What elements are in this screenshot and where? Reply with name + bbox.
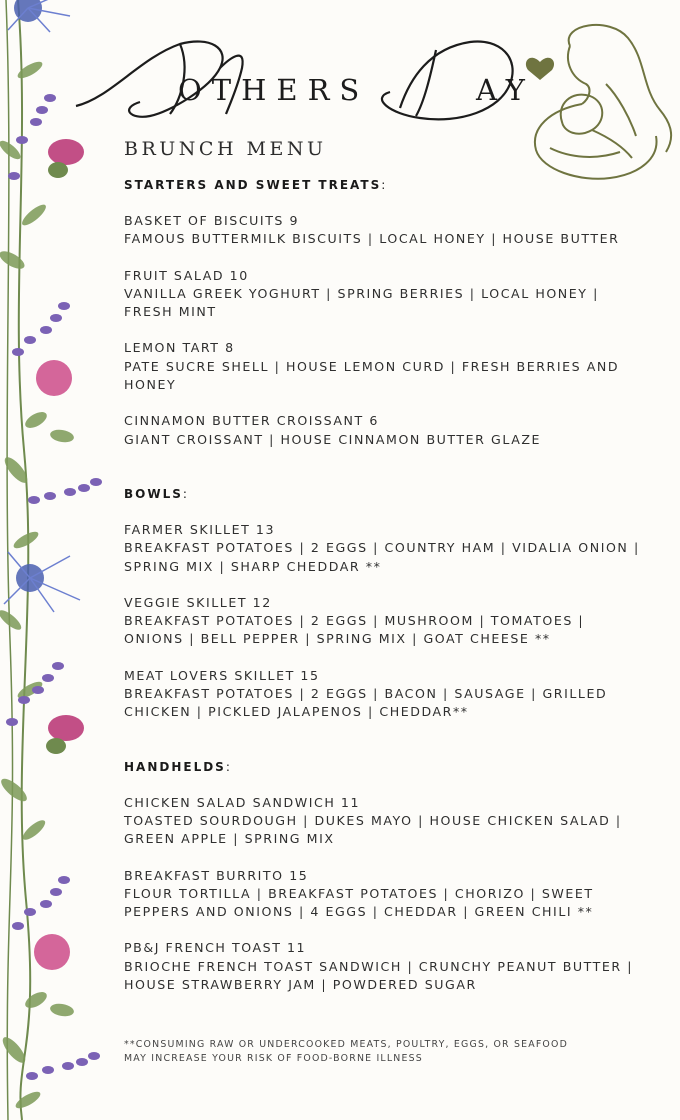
menu-item (124, 867, 644, 922)
menu-item (124, 267, 644, 322)
menu-section-starters (124, 176, 644, 449)
mother-and-baby-illustration (520, 18, 680, 188)
page-subtitle: BRUNCH MENU (124, 138, 327, 160)
item-name: LEMON TART 8 (124, 340, 235, 356)
item-name: CHICKEN SALAD SANDWICH 11 (124, 794, 361, 810)
item-description: GIANT CROISSANT | HOUSE CINNAMON BUTTER GLAZE (124, 431, 542, 447)
item-description: VANILLA GREEK YOGHURT | SPRING BERRIES | LOCAL HONEY | FRESH MINT (124, 285, 599, 320)
item-name: FARMER SKILLET 13 (124, 521, 276, 537)
item-description: BREAKFAST POTATOES | 2 EGGS | MUSHROOM | TOMATOES | ONIONS | BELL PEPPER | SPRING MIX | GOAT CHEESE ** (124, 613, 585, 647)
section-title (124, 758, 644, 776)
item-name: PB&J FRENCH TOAST 11 (124, 940, 307, 956)
item-description: FAMOUS BUTTERMILK BISCUITS | LOCAL HONEY | HOUSE BUTTER (124, 231, 620, 247)
section-title-colon: : (381, 178, 388, 192)
item-name: MEAT LOVERS SKILLET 15 (124, 667, 320, 683)
menu-section-bowls (124, 485, 644, 722)
menu-item (124, 339, 644, 394)
menu-section-handhelds (124, 758, 644, 995)
item-name: BREAKFAST BURRITO 15 (124, 867, 309, 883)
item-name: BASKET OF BISCUITS 9 (124, 213, 300, 228)
section-title-text: BOWLS (124, 486, 183, 501)
section-title-colon: : (182, 486, 189, 501)
item-description: BRIOCHE FRENCH TOAST SANDWICH | CRUNCHY PEANUT BUTTER | HOUSE STRAWBERRY JAM | POWDERED SUGAR (124, 958, 634, 993)
menu-item (124, 667, 644, 722)
menu-item (124, 521, 644, 576)
menu-item (124, 212, 644, 249)
section-title (124, 176, 644, 194)
section-title-colon: : (225, 759, 232, 774)
item-name: CINNAMON BUTTER CROISSANT 6 (124, 413, 379, 429)
section-title-text: HANDHELDS (124, 759, 226, 774)
menu-content (124, 176, 644, 1030)
menu-item (124, 594, 644, 649)
food-safety-footnote: **CONSUMING RAW OR UNDERCOOKED MEATS, POULTRY, EGGS, OR SEAFOOD MAY INCREASE YOUR RISK OF FOOD-BORNE ILLNESS (124, 1039, 569, 1064)
section-title (124, 485, 644, 503)
menu-item (124, 794, 644, 849)
item-description: TOASTED SOURDOUGH | DUKES MAYO | HOUSE CHICKEN SALAD | GREEN APPLE | SPRING MIX (124, 812, 622, 847)
item-description: PATE SUCRE SHELL | HOUSE LEMON CURD | FRESH BERRIES AND HONEY (124, 358, 620, 393)
item-name: FRUIT SALAD 10 (124, 267, 249, 283)
menu-item (124, 412, 644, 449)
menu-header (0, 0, 680, 200)
title-mothers: OTHERS (178, 73, 370, 107)
title-day: AY (476, 73, 535, 107)
item-description: FLOUR TORTILLA | BREAKFAST POTATOES | CHORIZO | SWEET PEPPERS AND ONIONS | 4 EGGS | CHEDDAR | GREEN CHILI ** (124, 885, 594, 920)
item-description: BREAKFAST POTATOES | 2 EGGS | BACON | SAUSAGE | GRILLED CHICKEN | PICKLED JALAPENOS | CHEDDAR** (124, 686, 608, 720)
item-name: VEGGIE SKILLET 12 (124, 594, 272, 610)
section-title-text: STARTERS AND SWEET TREATS (124, 178, 382, 192)
item-description: BREAKFAST POTATOES | 2 EGGS | COUNTRY HAM | VIDALIA ONION | SPRING MIX | SHARP CHEDDAR ** (124, 540, 640, 574)
menu-item (124, 939, 644, 994)
